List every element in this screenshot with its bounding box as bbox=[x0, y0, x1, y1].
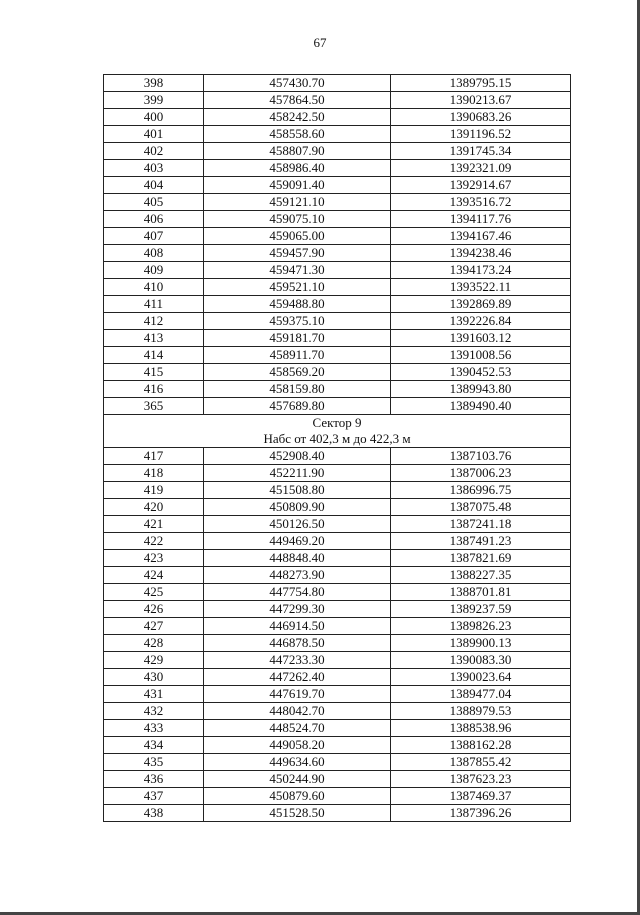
y-coordinate-cell: 1392869.89 bbox=[391, 296, 571, 313]
coordinates-table-container bbox=[103, 74, 570, 822]
point-number-cell: 416 bbox=[104, 381, 204, 398]
table-row bbox=[104, 398, 571, 415]
point-number-cell: 433 bbox=[104, 720, 204, 737]
x-coordinate-cell: 458159.80 bbox=[204, 381, 391, 398]
table-row bbox=[104, 160, 571, 177]
y-coordinate-cell: 1391008.56 bbox=[391, 347, 571, 364]
point-number-cell: 430 bbox=[104, 669, 204, 686]
x-coordinate-cell: 447262.40 bbox=[204, 669, 391, 686]
y-coordinate-cell: 1390023.64 bbox=[391, 669, 571, 686]
x-coordinate-cell: 448042.70 bbox=[204, 703, 391, 720]
table-row bbox=[104, 313, 571, 330]
x-coordinate-cell: 458558.60 bbox=[204, 126, 391, 143]
x-coordinate-cell: 450809.90 bbox=[204, 499, 391, 516]
x-coordinate-cell: 451528.50 bbox=[204, 805, 391, 822]
y-coordinate-cell: 1393516.72 bbox=[391, 194, 571, 211]
point-number-cell: 401 bbox=[104, 126, 204, 143]
x-coordinate-cell: 450126.50 bbox=[204, 516, 391, 533]
point-number-cell: 437 bbox=[104, 788, 204, 805]
point-number-cell: 434 bbox=[104, 737, 204, 754]
point-number-cell: 412 bbox=[104, 313, 204, 330]
x-coordinate-cell: 446878.50 bbox=[204, 635, 391, 652]
point-number-cell: 438 bbox=[104, 805, 204, 822]
y-coordinate-cell: 1387006.23 bbox=[391, 465, 571, 482]
y-coordinate-cell: 1391196.52 bbox=[391, 126, 571, 143]
y-coordinate-cell: 1392914.67 bbox=[391, 177, 571, 194]
x-coordinate-cell: 448524.70 bbox=[204, 720, 391, 737]
y-coordinate-cell: 1393522.11 bbox=[391, 279, 571, 296]
table-row bbox=[104, 381, 571, 398]
point-number-cell: 428 bbox=[104, 635, 204, 652]
x-coordinate-cell: 449058.20 bbox=[204, 737, 391, 754]
y-coordinate-cell: 1387396.26 bbox=[391, 805, 571, 822]
y-coordinate-cell: 1390452.53 bbox=[391, 364, 571, 381]
y-coordinate-cell: 1390683.26 bbox=[391, 109, 571, 126]
table-row bbox=[104, 109, 571, 126]
x-coordinate-cell: 447233.30 bbox=[204, 652, 391, 669]
y-coordinate-cell: 1387821.69 bbox=[391, 550, 571, 567]
point-number-cell: 436 bbox=[104, 771, 204, 788]
point-number-cell: 398 bbox=[104, 75, 204, 92]
y-coordinate-cell: 1391603.12 bbox=[391, 330, 571, 347]
point-number-cell: 407 bbox=[104, 228, 204, 245]
sector-header-cell bbox=[104, 415, 571, 448]
y-coordinate-cell: 1388162.28 bbox=[391, 737, 571, 754]
table-row bbox=[104, 75, 571, 92]
y-coordinate-cell: 1387241.18 bbox=[391, 516, 571, 533]
table-row bbox=[104, 788, 571, 805]
point-number-cell: 413 bbox=[104, 330, 204, 347]
table-body-part1 bbox=[104, 75, 571, 415]
page-number: 67 bbox=[313, 35, 327, 50]
table-row bbox=[104, 211, 571, 228]
x-coordinate-cell: 458242.50 bbox=[204, 109, 391, 126]
x-coordinate-cell: 458569.20 bbox=[204, 364, 391, 381]
y-coordinate-cell: 1387491.23 bbox=[391, 533, 571, 550]
table-row bbox=[104, 686, 571, 703]
point-number-cell: 421 bbox=[104, 516, 204, 533]
x-coordinate-cell: 452908.40 bbox=[204, 448, 391, 465]
table-row bbox=[104, 482, 571, 499]
x-coordinate-cell: 447619.70 bbox=[204, 686, 391, 703]
y-coordinate-cell: 1389490.40 bbox=[391, 398, 571, 415]
point-number-cell: 427 bbox=[104, 618, 204, 635]
y-coordinate-cell: 1390083.30 bbox=[391, 652, 571, 669]
x-coordinate-cell: 459488.80 bbox=[204, 296, 391, 313]
sector-header-body bbox=[104, 415, 571, 448]
y-coordinate-cell: 1392226.84 bbox=[391, 313, 571, 330]
x-coordinate-cell: 452211.90 bbox=[204, 465, 391, 482]
x-coordinate-cell: 459375.10 bbox=[204, 313, 391, 330]
table-row bbox=[104, 669, 571, 686]
table-row bbox=[104, 601, 571, 618]
y-coordinate-cell: 1387855.42 bbox=[391, 754, 571, 771]
table-row bbox=[104, 126, 571, 143]
table-row bbox=[104, 347, 571, 364]
table-row bbox=[104, 703, 571, 720]
table-row bbox=[104, 296, 571, 313]
point-number-cell: 406 bbox=[104, 211, 204, 228]
table-row bbox=[104, 262, 571, 279]
table-row bbox=[104, 330, 571, 347]
table-row bbox=[104, 92, 571, 109]
point-number-cell: 403 bbox=[104, 160, 204, 177]
point-number-cell: 429 bbox=[104, 652, 204, 669]
y-coordinate-cell: 1386996.75 bbox=[391, 482, 571, 499]
table-row bbox=[104, 652, 571, 669]
point-number-cell: 411 bbox=[104, 296, 204, 313]
point-number-cell: 399 bbox=[104, 92, 204, 109]
y-coordinate-cell: 1389237.59 bbox=[391, 601, 571, 618]
x-coordinate-cell: 459091.40 bbox=[204, 177, 391, 194]
point-number-cell: 405 bbox=[104, 194, 204, 211]
point-number-cell: 408 bbox=[104, 245, 204, 262]
point-number-cell: 404 bbox=[104, 177, 204, 194]
table-row bbox=[104, 245, 571, 262]
point-number-cell: 418 bbox=[104, 465, 204, 482]
y-coordinate-cell: 1387075.48 bbox=[391, 499, 571, 516]
x-coordinate-cell: 458986.40 bbox=[204, 160, 391, 177]
table-row bbox=[104, 364, 571, 381]
y-coordinate-cell: 1390213.67 bbox=[391, 92, 571, 109]
table-row bbox=[104, 465, 571, 482]
x-coordinate-cell: 459521.10 bbox=[204, 279, 391, 296]
y-coordinate-cell: 1388538.96 bbox=[391, 720, 571, 737]
y-coordinate-cell: 1388701.81 bbox=[391, 584, 571, 601]
x-coordinate-cell: 458807.90 bbox=[204, 143, 391, 160]
point-number-cell: 414 bbox=[104, 347, 204, 364]
table-row bbox=[104, 618, 571, 635]
x-coordinate-cell: 450879.60 bbox=[204, 788, 391, 805]
sector-header-row bbox=[104, 415, 571, 448]
x-coordinate-cell: 446914.50 bbox=[204, 618, 391, 635]
x-coordinate-cell: 447299.30 bbox=[204, 601, 391, 618]
sector-subtitle: Набс от 402,3 м до 422,3 м bbox=[263, 431, 411, 446]
point-number-cell: 409 bbox=[104, 262, 204, 279]
y-coordinate-cell: 1392321.09 bbox=[391, 160, 571, 177]
table-row bbox=[104, 720, 571, 737]
point-number-cell: 417 bbox=[104, 448, 204, 465]
y-coordinate-cell: 1394117.76 bbox=[391, 211, 571, 228]
point-number-cell: 431 bbox=[104, 686, 204, 703]
y-coordinate-cell: 1389943.80 bbox=[391, 381, 571, 398]
y-coordinate-cell: 1391745.34 bbox=[391, 143, 571, 160]
point-number-cell: 410 bbox=[104, 279, 204, 296]
table-row bbox=[104, 754, 571, 771]
x-coordinate-cell: 459075.10 bbox=[204, 211, 391, 228]
point-number-cell: 420 bbox=[104, 499, 204, 516]
y-coordinate-cell: 1389795.15 bbox=[391, 75, 571, 92]
table-row bbox=[104, 635, 571, 652]
point-number-cell: 435 bbox=[104, 754, 204, 771]
point-number-cell: 425 bbox=[104, 584, 204, 601]
y-coordinate-cell: 1387623.23 bbox=[391, 771, 571, 788]
point-number-cell: 423 bbox=[104, 550, 204, 567]
table-row bbox=[104, 771, 571, 788]
x-coordinate-cell: 459065.00 bbox=[204, 228, 391, 245]
point-number-cell: 432 bbox=[104, 703, 204, 720]
table-row bbox=[104, 177, 571, 194]
table-row bbox=[104, 279, 571, 296]
point-number-cell: 419 bbox=[104, 482, 204, 499]
x-coordinate-cell: 457430.70 bbox=[204, 75, 391, 92]
table-row bbox=[104, 584, 571, 601]
x-coordinate-cell: 459471.30 bbox=[204, 262, 391, 279]
sector-title: Сектор 9 bbox=[312, 415, 362, 430]
x-coordinate-cell: 449469.20 bbox=[204, 533, 391, 550]
y-coordinate-cell: 1389900.13 bbox=[391, 635, 571, 652]
x-coordinate-cell: 448273.90 bbox=[204, 567, 391, 584]
y-coordinate-cell: 1389477.04 bbox=[391, 686, 571, 703]
table-row bbox=[104, 499, 571, 516]
y-coordinate-cell: 1387469.37 bbox=[391, 788, 571, 805]
table-body-part2 bbox=[104, 448, 571, 822]
y-coordinate-cell: 1394173.24 bbox=[391, 262, 571, 279]
x-coordinate-cell: 448848.40 bbox=[204, 550, 391, 567]
table-row bbox=[104, 567, 571, 584]
x-coordinate-cell: 450244.90 bbox=[204, 771, 391, 788]
x-coordinate-cell: 459457.90 bbox=[204, 245, 391, 262]
y-coordinate-cell: 1394167.46 bbox=[391, 228, 571, 245]
y-coordinate-cell: 1394238.46 bbox=[391, 245, 571, 262]
y-coordinate-cell: 1389826.23 bbox=[391, 618, 571, 635]
table-row bbox=[104, 194, 571, 211]
table-row bbox=[104, 448, 571, 465]
x-coordinate-cell: 457689.80 bbox=[204, 398, 391, 415]
x-coordinate-cell: 449634.60 bbox=[204, 754, 391, 771]
point-number-cell: 400 bbox=[104, 109, 204, 126]
table-row bbox=[104, 805, 571, 822]
x-coordinate-cell: 457864.50 bbox=[204, 92, 391, 109]
x-coordinate-cell: 458911.70 bbox=[204, 347, 391, 364]
table-row bbox=[104, 737, 571, 754]
point-number-cell: 424 bbox=[104, 567, 204, 584]
y-coordinate-cell: 1388227.35 bbox=[391, 567, 571, 584]
point-number-cell: 426 bbox=[104, 601, 204, 618]
point-number-cell: 402 bbox=[104, 143, 204, 160]
table-row bbox=[104, 143, 571, 160]
point-number-cell: 365 bbox=[104, 398, 204, 415]
table-row bbox=[104, 533, 571, 550]
y-coordinate-cell: 1387103.76 bbox=[391, 448, 571, 465]
table-row bbox=[104, 228, 571, 245]
y-coordinate-cell: 1388979.53 bbox=[391, 703, 571, 720]
x-coordinate-cell: 447754.80 bbox=[204, 584, 391, 601]
table-row bbox=[104, 550, 571, 567]
point-number-cell: 422 bbox=[104, 533, 204, 550]
coordinates-table bbox=[103, 74, 571, 822]
x-coordinate-cell: 459181.70 bbox=[204, 330, 391, 347]
x-coordinate-cell: 459121.10 bbox=[204, 194, 391, 211]
point-number-cell: 415 bbox=[104, 364, 204, 381]
x-coordinate-cell: 451508.80 bbox=[204, 482, 391, 499]
table-row bbox=[104, 516, 571, 533]
